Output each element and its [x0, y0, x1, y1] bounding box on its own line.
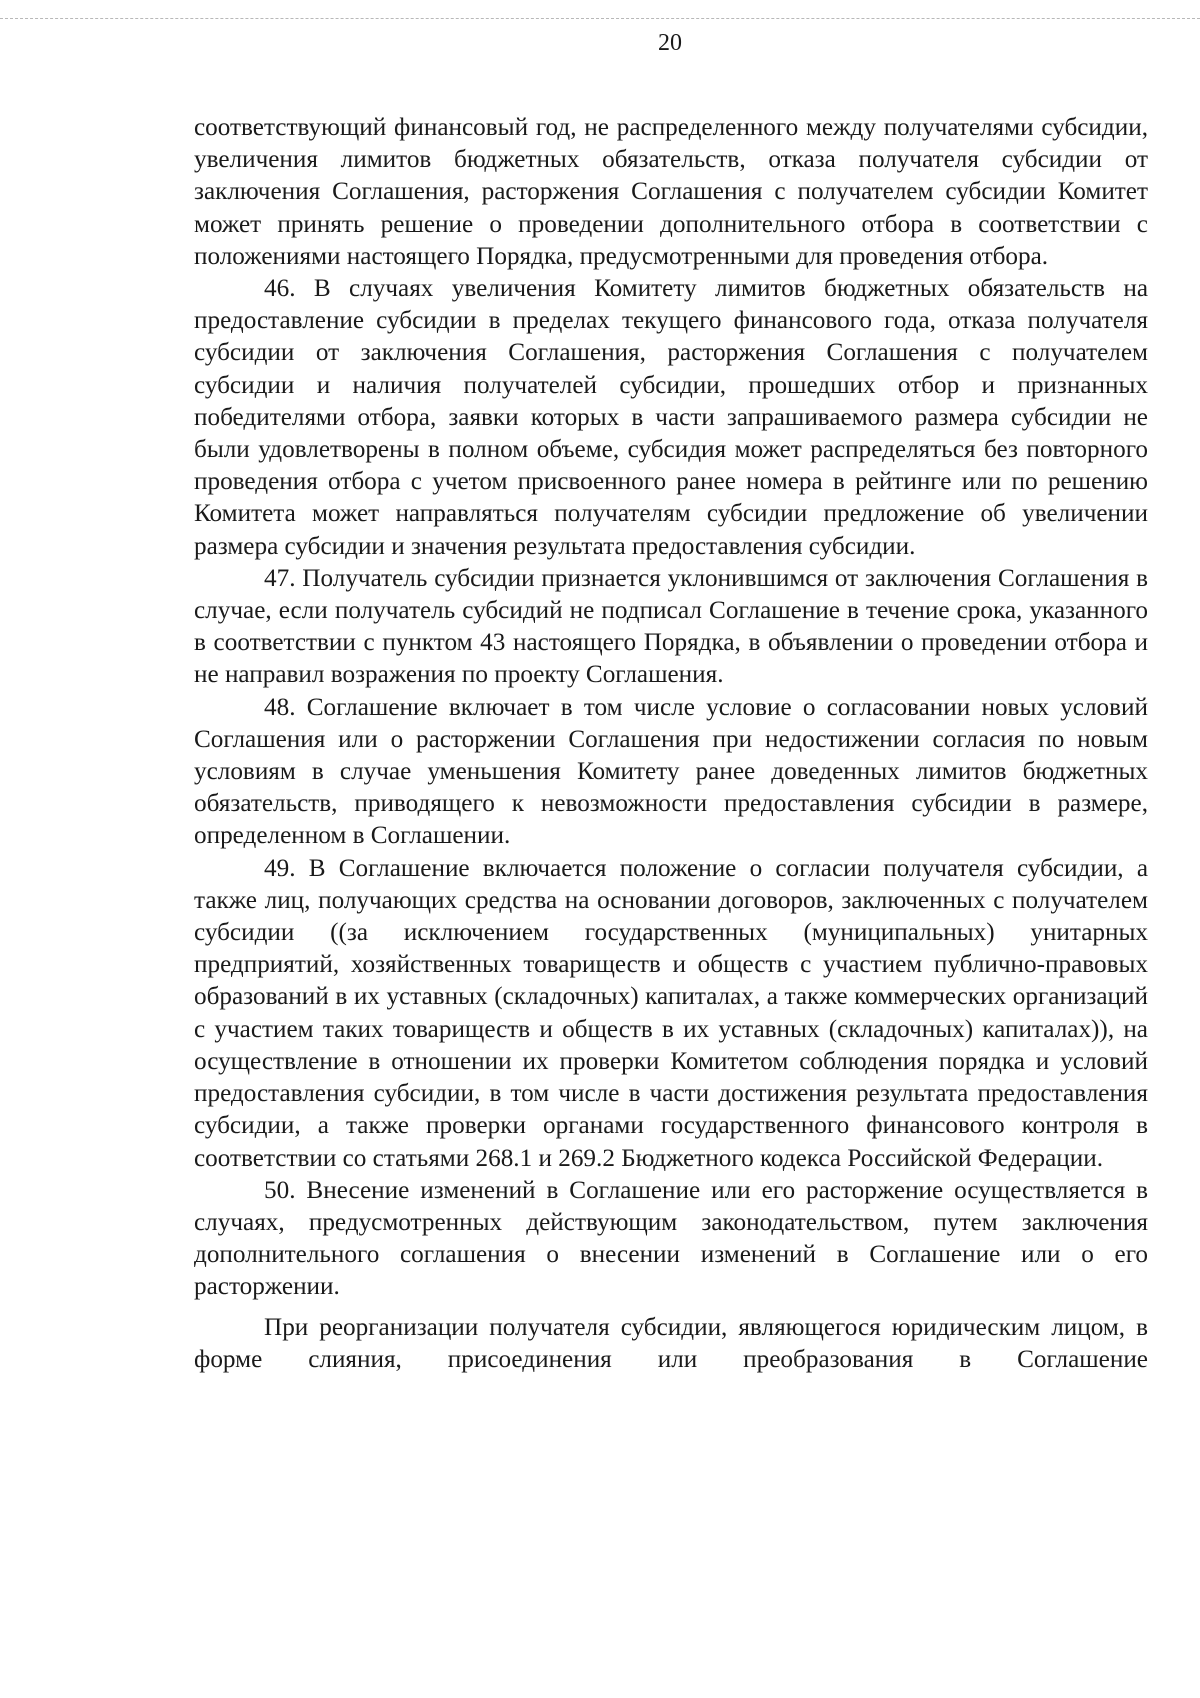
paragraph-49: 49. В Соглашение включается положение о согласии получателя субсидии, а также лиц, получающих средства на основании договоров, заключенных с получателем субсидии ((за исключением государственных (муниципальных) унитарных предприятий, хозяйственных товариществ и обществ с участием публично-правовых образований в их уставных (складочных) капиталах, а также коммерческих организаций с участием таких товариществ и обществ в их уставных (складочных) капиталах)), на осуществление в отношении их проверки Комитетом соблюдения порядка и условий предоставления субсидии, в том числе в части достижения результата предоставления субсидии, а также проверки органами государственного финансового контроля в соответствии со статьями 268.1 и 269.2 Бюджетного кодекса Российской Федерации.: [194, 854, 1148, 1172]
paragraph-50: 50. Внесение изменений в Соглашение или его расторжение осуществляется в случаях, предусмотренных действующим законодательством, путем заключения дополнительного соглашения о внесении изменений в Соглашение или о его расторжении.: [194, 1176, 1148, 1301]
paragraph-46: 46. В случаях увеличения Комитету лимитов бюджетных обязательств на предоставление субсидии в пределах текущего финансового года, отказа получателя субсидии от заключения Соглашения, расторжения Соглашения с получателем субсидии и наличия получателей субсидии, прошедших отбор и признанных победителями отбора, заявки которых в части запрашиваемого размера субсидии не были удовлетворены в полном объеме, субсидия может распределяться без повторного проведения отбора с учетом присвоенного ранее номера в рейтинге или по решению Комитета может направляться получателям субсидии предложение об увеличении размера субсидии и значения результата предоставления субсидии.: [194, 275, 1148, 560]
paragraph-47: 47. Получатель субсидии признается уклонившимся от заключения Соглашения в случае, если получатель субсидий не подписал Соглашение в течение срока, указанного в соответствии с пунктом 43 настоящего Порядка, в объявлении о проведении отбора и не направил возражения по проекту Соглашения.: [194, 564, 1148, 689]
page-number: 20: [658, 30, 682, 56]
document-body: [194, 112, 1148, 1376]
scan-edge-line: [0, 18, 1200, 19]
paragraph-48: 48. Соглашение включает в том числе условие о согласовании новых условий Соглашения или о расторжении Соглашения при недостижении согласия по новым условиям в случае уменьшения Комитету ранее доведенных лимитов бюджетных обязательств, приводящего к невозможности предоставления субсидии в размере, определенном в Соглашении.: [194, 693, 1148, 850]
paragraph-reorganization: При реорганизации получателя субсидии, являющегося юридическим лицом, в форме слияния, присоединения или преобразования в Соглашение: [194, 1313, 1148, 1373]
paragraph-continuation: соответствующий финансовый год, не распределенного между получателями субсидии, увеличения лимитов бюджетных обязательств, отказа получателя субсидии от заключения Соглашения, расторжения Соглашения с получателем субсидии Комитет может принять решение о проведении дополнительного отбора в соответствии с положениями настоящего Порядка, предусмотренными для проведения отбора.: [194, 114, 1148, 270]
